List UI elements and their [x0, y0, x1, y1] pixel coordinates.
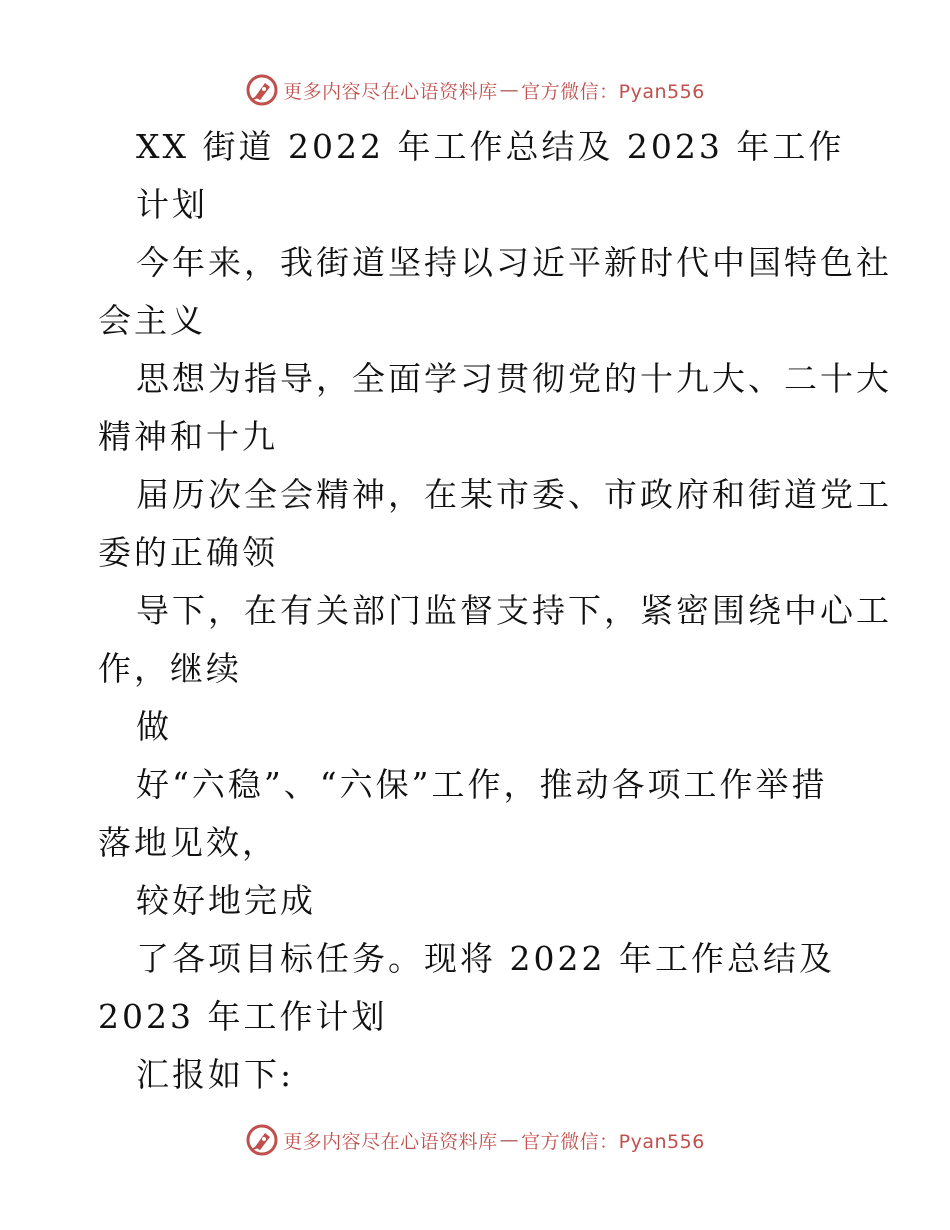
- watermark-separator: —: [499, 79, 520, 101]
- doc-line: 了各项目标任务。现将 2022 年工作总结及: [136, 939, 835, 978]
- watermark-separator: —: [499, 1129, 520, 1151]
- footer-watermark: [0, 1120, 950, 1160]
- doc-line: 2023 年工作计划: [98, 997, 388, 1036]
- doc-line: 计划: [136, 185, 208, 224]
- doc-line: 委的正确领: [98, 533, 278, 572]
- watermark-text: 更多内容尽在心语资料库: [283, 80, 498, 103]
- doc-line: 思想为指导，全面学习贯彻党的十九大、二十大: [136, 359, 892, 398]
- pen-nib-logo-icon: [245, 1123, 279, 1157]
- doc-line: 作，继续: [98, 649, 242, 688]
- pen-nib-logo-icon: [245, 73, 279, 107]
- header-watermark: [0, 70, 950, 110]
- doc-line: 较好地完成: [136, 881, 316, 920]
- doc-line: 精神和十九: [98, 417, 278, 456]
- doc-line: 汇报如下:: [136, 1055, 295, 1094]
- doc-line: 做: [136, 707, 172, 746]
- doc-line: 导下，在有关部门监督支持下，紧密围绕中心工: [136, 591, 892, 630]
- doc-line: 落地见效，: [98, 823, 278, 862]
- watermark-contact: 官方微信：Pyan556: [521, 1130, 705, 1153]
- doc-line: 届历次全会精神，在某市委、市政府和街道党工: [136, 475, 892, 514]
- watermark-text: 更多内容尽在心语资料库: [283, 1130, 498, 1153]
- doc-line: XX 街道 2022 年工作总结及 2023 年工作: [136, 127, 845, 166]
- doc-line: 今年来，我街道坚持以习近平新时代中国特色社: [136, 243, 892, 282]
- doc-line: 好“六稳”、“六保”工作，推动各项工作举措: [136, 765, 828, 804]
- document-body: [98, 118, 892, 1104]
- watermark-contact: 官方微信：Pyan556: [521, 80, 705, 103]
- doc-line: 会主义: [98, 301, 206, 340]
